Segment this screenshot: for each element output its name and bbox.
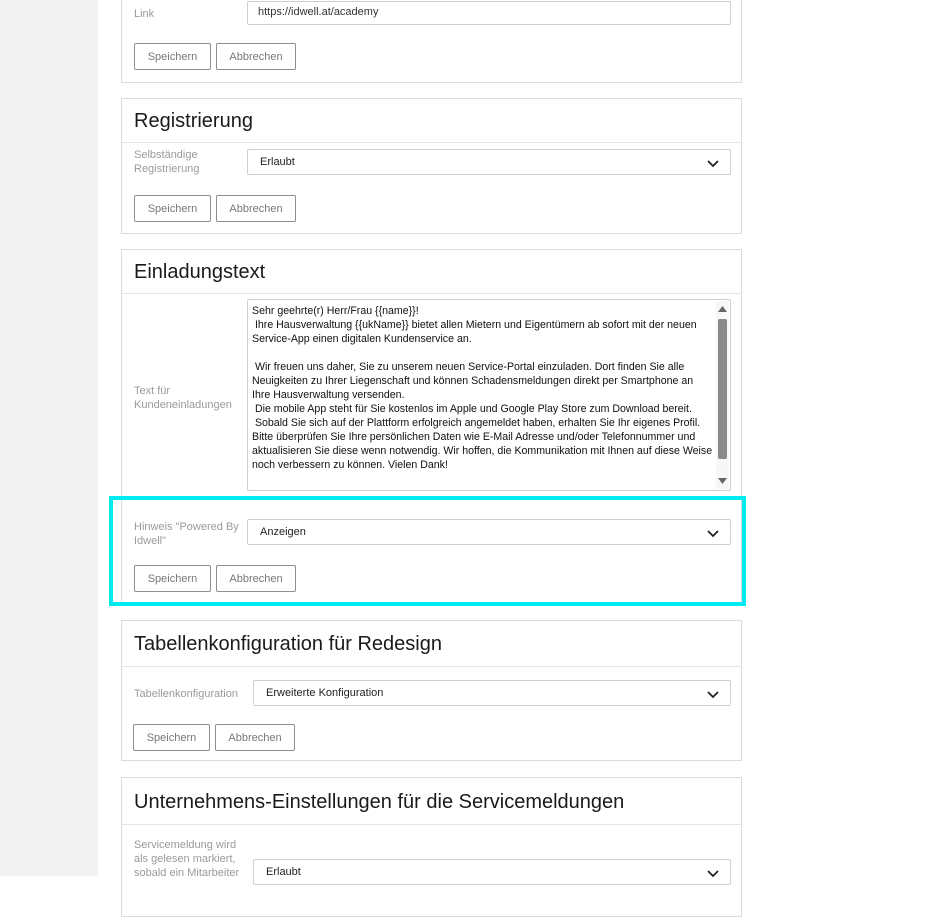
scroll-up-icon[interactable] — [718, 305, 727, 312]
table-config-label: Tabellenkonfiguration — [134, 688, 238, 700]
card-title: Tabellenkonfiguration für Redesign — [134, 633, 442, 655]
chevron-down-icon — [706, 526, 720, 540]
cancel-button[interactable]: Abbrechen — [216, 195, 296, 222]
card-title: Unternehmens-Einstellungen für die Servicemeldungen — [134, 791, 625, 813]
save-button[interactable]: Speichern — [134, 565, 211, 592]
powered-by-select[interactable] — [247, 519, 731, 545]
einladungstext-card — [121, 249, 742, 603]
divider — [122, 293, 741, 294]
textarea-scrollbar[interactable] — [716, 301, 729, 489]
save-button[interactable]: Speichern — [134, 195, 211, 222]
service-read-select[interactable] — [253, 859, 731, 885]
selected-value: Erlaubt — [266, 866, 301, 878]
left-background — [0, 0, 98, 876]
save-button[interactable]: Speichern — [134, 43, 211, 70]
table-config-select[interactable] — [253, 680, 731, 706]
cancel-button[interactable]: Abbrechen — [215, 724, 295, 751]
selected-value: Erweiterte Konfiguration — [266, 687, 384, 699]
card-title: Registrierung — [134, 110, 253, 132]
cancel-button[interactable]: Abbrechen — [216, 43, 296, 70]
link-input[interactable]: https://idwell.at/academy — [247, 1, 731, 25]
selected-value: Erlaubt — [260, 156, 295, 168]
registration-label: Selbständige Registrierung — [134, 149, 200, 175]
scroll-down-icon[interactable] — [718, 478, 727, 485]
chevron-down-icon — [706, 866, 720, 880]
divider — [122, 666, 741, 667]
powered-by-label: Hinweis "Powered By Idwell" — [134, 521, 239, 547]
divider — [122, 142, 741, 143]
invitation-text: Sehr geehrte(r) Herr/Frau {{name}}! Ihre Hausverwaltung {{ukName}} bietet allen Mietern und Eigentümern ab sofort mit der neuen Service-App einen digitalen Kundenservice an. Wir freuen uns daher, Sie zu unserem neuen Service-Portal einzuladen. Dort finden Sie alle Neuigkeiten zu Ihrer Liegenschaft und können Schadensmeldungen direkt per Smartphone an Ihre Hausverwaltung versenden. Die mobile App steht für Sie kostenlos im Apple und Google Play Store zum Download bereit. Sobald Sie sich auf der Plattform erfolgreich angemeldet haben, erhalten Sie Ihr eigenes Profil. Bitte überprüfen Sie Ihre persönlichen Daten wie E-Mail Adresse und/oder Telefonnummer und aktualisieren Sie diese wenn notwendig. Wir hoffen, die Kommunikation mit Ihnen auf diese Weise noch verbessern zu können. Vielen Dank! — [252, 305, 713, 471]
selected-value: Anzeigen — [260, 526, 306, 538]
invitation-textarea[interactable] — [247, 299, 731, 491]
link-label: Link — [134, 8, 155, 20]
chevron-down-icon — [706, 156, 720, 170]
invitation-text-label: Text für Kundeneinladungen — [134, 385, 232, 411]
scroll-thumb[interactable] — [718, 319, 727, 459]
card-title: Einladungstext — [134, 261, 266, 283]
unternehmen-card — [121, 777, 742, 917]
divider — [122, 824, 741, 825]
tabellen-card — [121, 620, 742, 761]
cancel-button[interactable]: Abbrechen — [216, 565, 296, 592]
service-read-label: Servicemeldung wird als gelesen markiert, sobald ein Mitarbeiter — [134, 839, 240, 879]
link-card — [121, 0, 742, 83]
registrierung-card — [121, 98, 742, 234]
save-button[interactable]: Speichern — [133, 724, 210, 751]
chevron-down-icon — [706, 687, 720, 701]
registration-select[interactable] — [247, 149, 731, 175]
